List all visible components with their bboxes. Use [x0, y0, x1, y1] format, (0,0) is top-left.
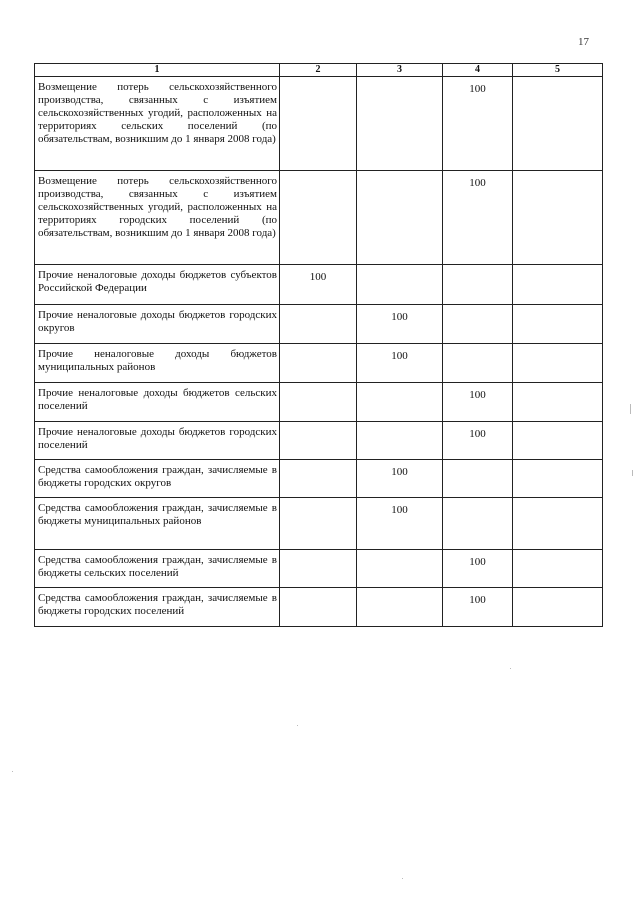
- table-row: [35, 77, 603, 171]
- cell-col-3: 100: [357, 498, 443, 550]
- row-description: Средства самообложения граждан, зачисляемые в бюджеты муниципальных районов: [35, 498, 280, 550]
- row-description: Средства самообложения граждан, зачисляемые в бюджеты городских поселений: [35, 588, 280, 627]
- cell-col-3: 100: [357, 344, 443, 383]
- row-description: Прочие неналоговые доходы бюджетов субъектов Российской Федерации: [35, 265, 280, 305]
- cell-col-3: 100: [357, 305, 443, 344]
- cell-col-5: [513, 383, 603, 422]
- cell-col-3: [357, 383, 443, 422]
- cell-col-3: 100: [357, 460, 443, 498]
- cell-col-4: 100: [443, 422, 513, 460]
- cell-col-5: [513, 460, 603, 498]
- cell-col-5: [513, 77, 603, 171]
- cell-col-3: [357, 550, 443, 588]
- cell-col-5: [513, 171, 603, 265]
- scan-speck: [632, 470, 633, 476]
- row-description: Средства самообложения граждан, зачисляемые в бюджеты сельских поселений: [35, 550, 280, 588]
- cell-col-2: [280, 550, 357, 588]
- cell-col-4: 100: [443, 383, 513, 422]
- cell-col-5: [513, 422, 603, 460]
- scan-speck: [297, 725, 298, 726]
- cell-col-4: [443, 305, 513, 344]
- cell-col-2: [280, 77, 357, 171]
- table-row: [35, 305, 603, 344]
- cell-col-2: [280, 383, 357, 422]
- cell-col-3: [357, 171, 443, 265]
- row-description: Прочие неналоговые доходы бюджетов муниципальных районов: [35, 344, 280, 383]
- table-row: [35, 383, 603, 422]
- row-description: Возмещение потерь сельскохозяйственного производства, связанных с изъятием сельскохозяйственных угодий, расположенных на территориях городских поселений (по обязательствам, возникшим до 1 января 2008 года): [35, 171, 280, 265]
- cell-col-3: [357, 588, 443, 627]
- cell-col-4: [443, 265, 513, 305]
- column-header-1: 1: [35, 64, 280, 77]
- scan-speck: [402, 878, 403, 879]
- cell-col-3: [357, 77, 443, 171]
- row-description: Средства самообложения граждан, зачисляемые в бюджеты городских округов: [35, 460, 280, 498]
- table-row: [35, 460, 603, 498]
- cell-col-2: [280, 498, 357, 550]
- cell-col-4: [443, 498, 513, 550]
- cell-col-5: [513, 550, 603, 588]
- table-row: [35, 171, 603, 265]
- scan-speck: [510, 668, 511, 669]
- page-number: 17: [578, 36, 589, 48]
- cell-col-2: 100: [280, 265, 357, 305]
- cell-col-4: 100: [443, 588, 513, 627]
- column-header-4: 4: [443, 64, 513, 77]
- row-description: Возмещение потерь сельскохозяйственного производства, связанных с изъятием сельскохозяйственных угодий, расположенных на территориях сельских поселений (по обязательствам, возникшим до 1 января 2008 года): [35, 77, 280, 171]
- scan-speck: [12, 771, 13, 772]
- table-row: [35, 550, 603, 588]
- table-row: [35, 265, 603, 305]
- cell-col-2: [280, 588, 357, 627]
- table-row: [35, 422, 603, 460]
- cell-col-5: [513, 498, 603, 550]
- cell-col-4: [443, 460, 513, 498]
- cell-col-4: 100: [443, 171, 513, 265]
- cell-col-3: [357, 265, 443, 305]
- column-header-2: 2: [280, 64, 357, 77]
- cell-col-5: [513, 344, 603, 383]
- cell-col-3: [357, 422, 443, 460]
- table-row: [35, 344, 603, 383]
- table-row: [35, 588, 603, 627]
- scan-speck: [630, 404, 631, 414]
- revenue-distribution-table: [34, 63, 603, 627]
- cell-col-4: [443, 344, 513, 383]
- cell-col-2: [280, 344, 357, 383]
- column-header-5: 5: [513, 64, 603, 77]
- column-header-3: 3: [357, 64, 443, 77]
- table-row: [35, 498, 603, 550]
- row-description: Прочие неналоговые доходы бюджетов городских округов: [35, 305, 280, 344]
- cell-col-5: [513, 588, 603, 627]
- cell-col-2: [280, 305, 357, 344]
- cell-col-5: [513, 265, 603, 305]
- cell-col-2: [280, 460, 357, 498]
- cell-col-4: 100: [443, 77, 513, 171]
- cell-col-2: [280, 171, 357, 265]
- row-description: Прочие неналоговые доходы бюджетов сельских поселений: [35, 383, 280, 422]
- cell-col-5: [513, 305, 603, 344]
- cell-col-4: 100: [443, 550, 513, 588]
- table-header-row: [35, 64, 603, 77]
- cell-col-2: [280, 422, 357, 460]
- row-description: Прочие неналоговые доходы бюджетов городских поселений: [35, 422, 280, 460]
